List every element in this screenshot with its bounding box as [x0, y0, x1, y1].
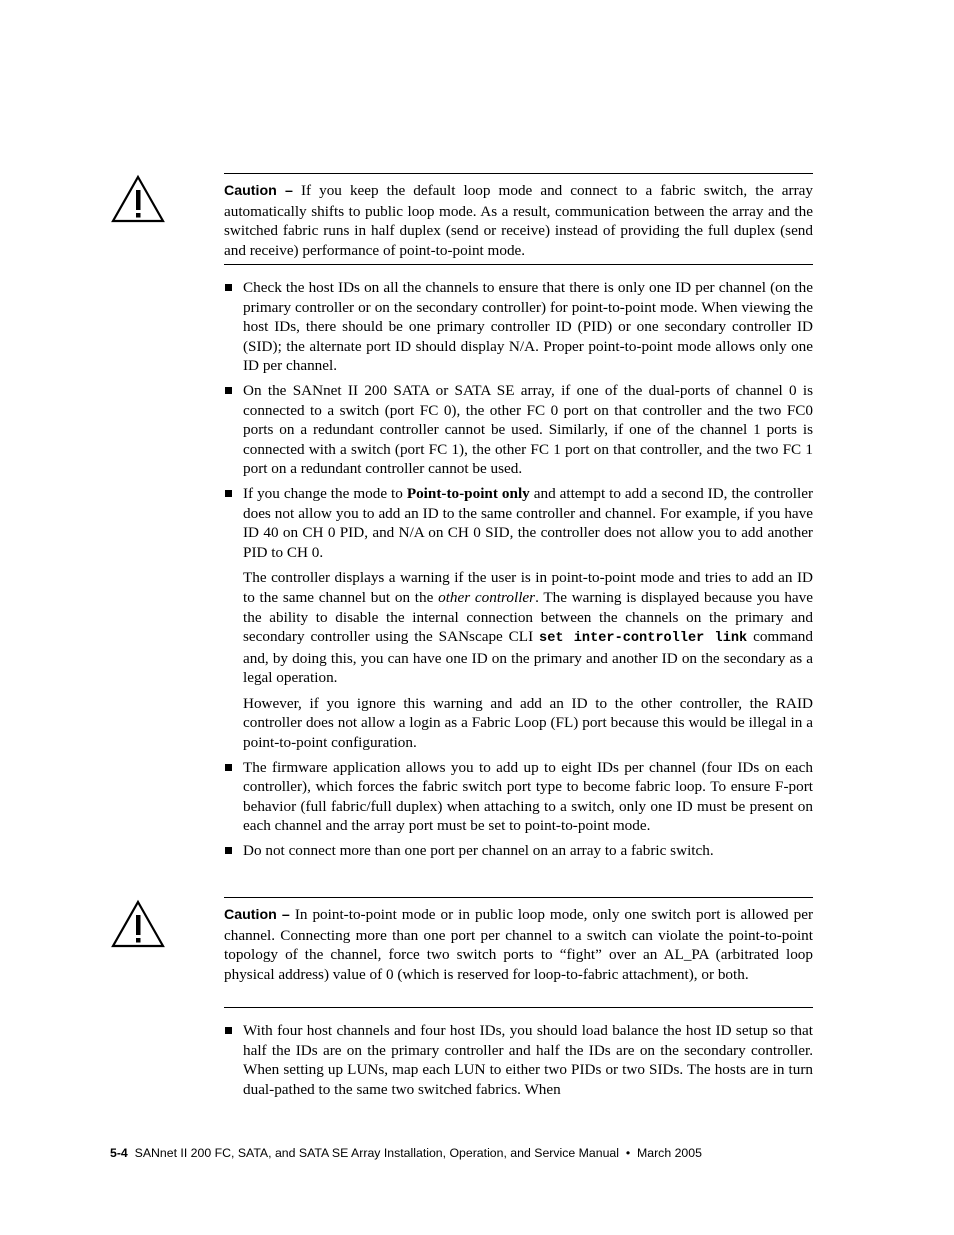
warning-triangle-icon: [110, 898, 166, 948]
mode-name: Point-to-point only: [406, 484, 530, 502]
bullet-marker: [225, 1027, 232, 1034]
list-item: [224, 758, 813, 836]
list-item-text: [243, 484, 813, 562]
bullet-list: [224, 278, 813, 866]
caution-text: In point-to-point mode or in public loop mode, only one switch port is allowed per channel. Connecting more than one port per channel to a switch can violate the point-to-point topology of the channel, force two switch ports to “fight” over an AL_PA (arbitrated loop physical address) value of 0 (which is reserved for loop-to-fabric attachment), or both.: [224, 906, 813, 983]
list-item: [224, 278, 813, 376]
emphasis: other controller: [438, 588, 536, 606]
list-item-text: Do not connect more than one port per channel on an array to a fabric switch.: [243, 842, 714, 860]
list-item-text: On the SANnet II 200 SATA or SATA SE array, if one of the dual-ports of channel 0 is connected to a switch (port FC 0), the other FC 0 port on that controller and the two FC0 ports on a redundant controller cannot be used. Similarly, if one of the channel 1 ports is connected with a switch (port FC 1), the other FC 1 port on that controller, and the two FC 1 port on a redundant controller cannot be used.: [243, 381, 813, 478]
list-item-text: With four host channels and four host IDs, you should load balance the host ID setup so that half the IDs are on the primary controller and half the IDs are on the secondary controller. When setting up LUNs, map each LUN to either two PIDs or two SIDs. The hosts are in turn dual-pathed to the same two switched fabrics. When: [243, 1022, 813, 1098]
text-run: The controller displays a warning if the user is in point-to-point mode and tries to add an ID to the same channel but on the: [243, 569, 813, 606]
list-item-paragraph: However, if you ignore this warning and add an ID to the other controller, the RAID controller does not allow a login as a Fabric Loop (FL) port because this would be illegal in a point-to-point configuration.: [243, 694, 813, 752]
text-run: . The warning is displayed because you have the ability to disable the internal connection between the channels on the primary and secondary controller using the SANscape CLI: [243, 588, 813, 646]
list-item-paragraph: [243, 568, 813, 688]
caution-text: If you keep the default loop mode and connect to a fabric switch, the array automatically shifts to public loop mode. As a result, communication between the array and the switched fabric runs in half duplex (send or receive) instead of providing the full duplex (send and receive) performance of point-to-point mode.: [224, 182, 813, 259]
caution-paragraph: [224, 181, 813, 260]
list-item: [224, 1021, 813, 1099]
warning-triangle-icon: [110, 173, 166, 223]
publication-date: March 2005: [637, 1146, 702, 1160]
caution-box: [224, 173, 813, 265]
caution-label: Caution –: [224, 183, 293, 199]
text-run: and attempt to add a second ID, the controller does not allow you to add an ID to the same controller and channel. For example, if you have ID 40 on CH 0 PID, and N/A on CH 0 SID, the controller does not allow you to add another PID to CH 0.: [243, 484, 814, 561]
text-run: If you change the mode to: [243, 484, 407, 502]
bullet-marker: [225, 387, 232, 394]
text-run: command and, by doing this, you can have one ID on the primary and another ID on the secondary as a legal operation.: [243, 628, 813, 687]
list-item-text: The firmware application allows you to add up to eight IDs per channel (four IDs on each controller), which forces the fabric switch port type to become fabric loop. To ensure F-port behavior (full fabric/full duplex) when attaching to a switch, only one ID must be present on each channel and the array port must be set to point-to-point mode.: [243, 758, 813, 835]
bullet-marker: [225, 847, 232, 854]
footer-separator: •: [625, 1146, 631, 1160]
cli-command: set inter-controller link: [539, 631, 748, 647]
bullet-list: [224, 1021, 813, 1104]
page-footer: [110, 1146, 702, 1160]
bullet-marker: [225, 764, 232, 771]
list-item: [224, 484, 813, 753]
bullet-marker: [225, 284, 232, 291]
list-item-text: Check the host IDs on all the channels to ensure that there is only one ID per channel (on the primary controller or on the secondary controller) for point-to-point mode. When viewing the host IDs, there should be one primary controller ID (PID) or one secondary controller ID (SID); the alternate port ID should display N/A. Proper point-to-point mode allows only one ID per channel.: [243, 279, 813, 375]
caution-box: [224, 897, 813, 1008]
caution-paragraph: [224, 905, 813, 984]
caution-label: Caution –: [224, 907, 290, 923]
list-item: [224, 841, 813, 861]
manual-title: SANnet II 200 FC, SATA, and SATA SE Array Installation, Operation, and Service Manual: [134, 1146, 619, 1160]
bullet-marker: [225, 490, 232, 497]
page-number: 5-4: [110, 1146, 128, 1160]
list-item: [224, 381, 813, 479]
